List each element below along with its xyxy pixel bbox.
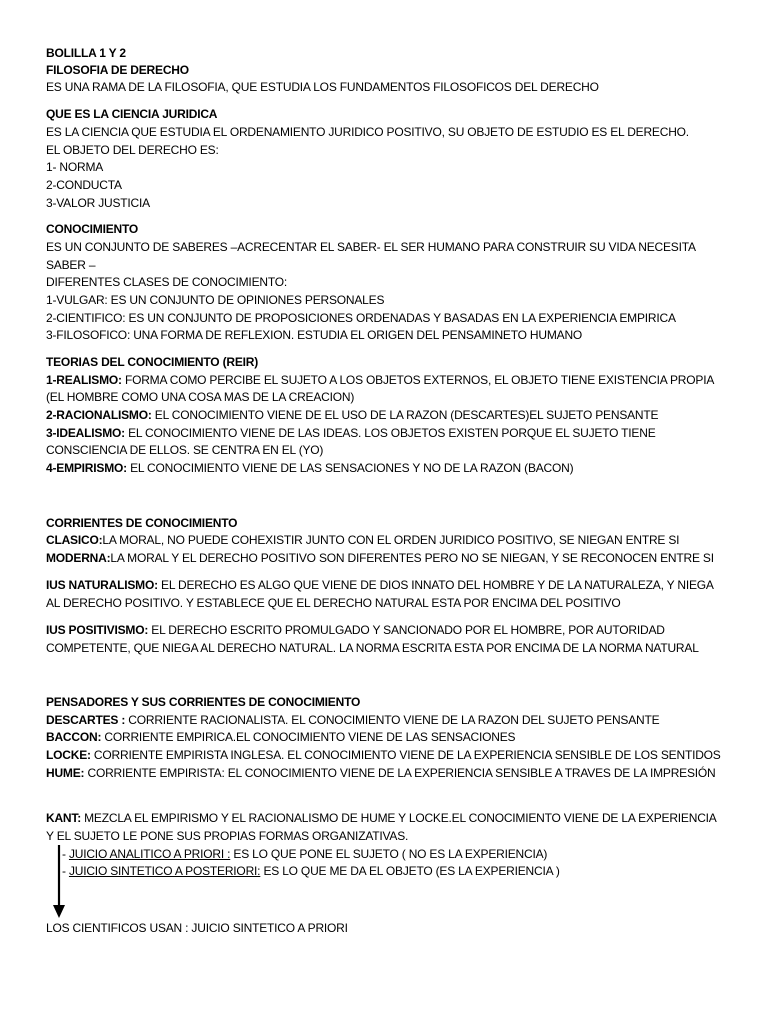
- term-label: JUICIO SINTETICO A POSTERIORI:: [68, 864, 261, 878]
- section-heading-conocimiento: CONOCIMIENTO: [46, 222, 139, 236]
- corriente-clasico: [46, 532, 736, 550]
- bullet-dash: -: [62, 847, 69, 861]
- list-item-valor-justicia: 3-VALOR JUSTICIA: [46, 196, 150, 210]
- paragraph-line: (EL HOMBRE COMO UNA COSA MAS DE LA CREACION): [46, 390, 355, 404]
- bullet-dash: -: [62, 864, 69, 878]
- corriente-moderna: [46, 550, 736, 568]
- section-heading-ciencia-juridica: QUE ES LA CIENCIA JURIDICA: [46, 107, 218, 121]
- paragraph-line: DIFERENTES CLASES DE CONOCIMIENTO:: [46, 275, 288, 289]
- term-text: LA MORAL Y EL DERECHO POSITIVO SON DIFERENTES PERO NO SE NIEGAN, Y SE RECONOCEN ENTRE SI: [110, 551, 714, 565]
- term-label: KANT:: [46, 811, 81, 825]
- pensador-hume: [46, 765, 736, 783]
- list-item-vulgar: 1-VULGAR: ES UN CONJUNTO DE OPINIONES PERSONALES: [46, 293, 385, 307]
- term-label: IUS NATURALISMO:: [46, 578, 158, 592]
- term-text: EL DERECHO ESCRITO PROMULGADO Y SANCIONADO POR EL HOMBRE, POR AUTORIDAD: [148, 623, 665, 637]
- paragraph-line: CONSCIENCIA DE ELLOS. SE CENTRA EN EL (YO): [46, 443, 324, 457]
- conclusion-line: LOS CIENTIFICOS USAN : JUICIO SINTETICO A PRIORI: [46, 921, 348, 935]
- pensador-descartes: [46, 712, 736, 730]
- paragraph-line: SABER –: [46, 258, 96, 272]
- term-label: LOCKE:: [46, 748, 91, 762]
- theory-empirismo: [46, 460, 736, 478]
- term-label: BACCON:: [46, 730, 102, 744]
- term-text: EL CONOCIMIENTO VIENE DE LAS SENSACIONES Y NO DE LA RAZON (BACON): [126, 461, 574, 475]
- pensador-baccon: [46, 729, 736, 747]
- paragraph-line: ES UN CONJUNTO DE SABERES –ACRECENTAR EL SABER- EL SER HUMANO PARA CONSTRUIR SU VIDA NECESITA: [46, 240, 696, 254]
- term-text: ES LO QUE ME DA EL OBJETO (ES LA EXPERIENCIA ): [260, 864, 560, 878]
- list-item-cientifico: 2-CIENTIFICO: ES UN CONJUNTO DE PROPOSICIONES ORDENADAS Y BASADAS EN LA EXPERIENCIA EMPIRICA: [46, 311, 676, 325]
- paragraph-line: ES LA CIENCIA QUE ESTUDIA EL ORDENAMIENTO JURIDICO POSITIVO, SU OBJETO DE ESTUDIO ES EL DERECHO.: [46, 125, 689, 139]
- term-label: MODERNA:: [46, 551, 111, 565]
- term-text: MEZCLA EL EMPIRISMO Y EL RACIONALISMO DE HUME Y LOCKE.EL CONOCIMIENTO VIENE DE LA EXPERIENCIA: [81, 811, 717, 825]
- section-heading-pensadores: PENSADORES Y SUS CORRIENTES DE CONOCIMIENTO: [46, 695, 361, 709]
- term-text: ES LO QUE PONE EL SUJETO ( NO ES LA EXPERIENCIA): [230, 847, 548, 861]
- term-text: FORMA COMO PERCIBE EL SUJETO A LOS OBJETOS EXTERNOS, EL OBJETO TIENE EXISTENCIA PROPIA: [121, 373, 715, 387]
- list-item-norma: 1- NORMA: [46, 160, 104, 174]
- term-text: EL CONOCIMIENTO VIENE DE EL USO DE LA RAZON (DESCARTES)EL SUJETO PENSANTE: [151, 408, 659, 422]
- paragraph-line: COMPETENTE, QUE NIEGA AL DERECHO NATURAL. LA NORMA ESCRITA ESTA POR ENCIMA DE LA NORMA NATURAL: [46, 641, 699, 655]
- term-text: CORRIENTE EMPIRISTA INGLESA. EL CONOCIMIENTO VIENE DE LA EXPERIENCIA SENSIBLE DE LOS SENTIDOS: [90, 748, 721, 762]
- term-label: HUME:: [46, 766, 85, 780]
- section-heading-corrientes: CORRIENTES DE CONOCIMIENTO: [46, 516, 238, 530]
- term-label: 3-IDEALISMO:: [46, 426, 125, 440]
- term-label: CLASICO:: [46, 533, 103, 547]
- paragraph-line: Y EL SUJETO LE PONE SUS PROPIAS FORMAS ORGANIZATIVAS.: [46, 829, 409, 843]
- section-heading-teorias: TEORIAS DEL CONOCIMIENTO (REIR): [46, 355, 259, 369]
- term-label: 4-EMPIRISMO:: [46, 461, 127, 475]
- theory-realismo: [46, 372, 736, 390]
- theory-racionalismo: [46, 407, 736, 425]
- list-item-conducta: 2-CONDUCTA: [46, 178, 122, 192]
- term-text: CORRIENTE EMPIRISTA: EL CONOCIMIENTO VIENE DE LA EXPERIENCIA SENSIBLE A TRAVES DE LA IMPRESIÓN: [84, 766, 716, 780]
- term-label: DESCARTES :: [46, 713, 126, 727]
- philosophy-definition: ES UNA RAMA DE LA FILOSOFIA, QUE ESTUDIA LOS FUNDAMENTOS FILOSOFICOS DEL DERECHO: [46, 80, 599, 94]
- term-label: 1-REALISMO:: [46, 373, 122, 387]
- term-text: CORRIENTE RACIONALISTA. EL CONOCIMIENTO VIENE DE LA RAZON DEL SUJETO PENSANTE: [125, 713, 660, 727]
- doc-subtitle: FILOSOFIA DE DERECHO: [46, 63, 189, 77]
- corriente-ius-naturalismo: [46, 577, 736, 595]
- paragraph-line: EL OBJETO DEL DERECHO ES:: [46, 143, 219, 157]
- kant-paragraph: [46, 810, 736, 828]
- paragraph-line: AL DERECHO POSITIVO. Y ESTABLECE QUE EL DERECHO NATURAL ESTA POR ENCIMA DEL POSITIVO: [46, 596, 621, 610]
- term-text: EL CONOCIMIENTO VIENE DE LAS IDEAS. LOS OBJETOS EXISTEN PORQUE EL SUJETO TIENE: [124, 426, 656, 440]
- juicio-sintetico: [62, 863, 736, 881]
- term-label: IUS POSITIVISMO:: [46, 623, 149, 637]
- corriente-ius-positivismo: [46, 622, 736, 640]
- term-text: CORRIENTE EMPIRICA.EL CONOCIMIENTO VIENE DE LAS SENSACIONES: [101, 730, 516, 744]
- term-label: 2-RACIONALISMO:: [46, 408, 152, 422]
- list-item-filosofico: 3-FILOSOFICO: UNA FORMA DE REFLEXION. ESTUDIA EL ORIGEN DEL PENSAMINETO HUMANO: [46, 328, 583, 342]
- juicio-analitico: [62, 846, 736, 864]
- down-arrow-icon: [51, 845, 65, 919]
- term-label: JUICIO ANALITICO A PRIORI :: [68, 847, 231, 861]
- theory-idealismo: [46, 425, 736, 443]
- pensador-locke: [46, 747, 736, 765]
- term-text: LA MORAL, NO PUEDE COHEXISTIR JUNTO CON EL ORDEN JURIDICO POSITIVO, SE NIEGAN ENTRE SI: [102, 533, 680, 547]
- term-text: EL DERECHO ES ALGO QUE VIENE DE DIOS INNATO DEL HOMBRE Y DE LA NATURALEZA, Y NIEGA: [157, 578, 714, 592]
- doc-title: BOLILLA 1 Y 2: [46, 46, 126, 60]
